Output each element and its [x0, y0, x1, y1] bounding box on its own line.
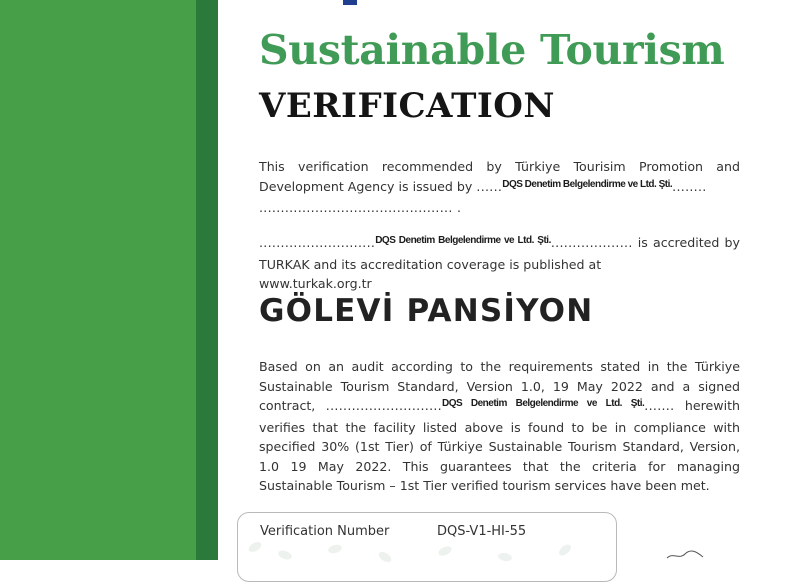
intro-paragraph: [259, 157, 740, 218]
verification-box: [237, 512, 617, 582]
dotted-fill: ............................................. .: [259, 200, 462, 215]
audit-line: Based on an audit according to the requirements stated in the Türkiye: [259, 359, 740, 374]
dotted-fill: ...........................: [325, 398, 442, 413]
facility-name: GÖLEVİ PANSİYON: [259, 293, 594, 329]
audit-line: herewith verifies that: [259, 398, 740, 435]
intro-text: This verification recommended by Türkiye Tourisim Promotion and: [259, 159, 740, 174]
leaf-pattern: [557, 542, 573, 557]
dotted-fill: ........: [672, 178, 707, 194]
verification-number-value: DQS-V1-HI-55: [437, 524, 527, 539]
audit-paragraph: [259, 357, 740, 496]
audit-line: 2022. This guarantees that the criteria for managing Sustainable: [259, 458, 740, 493]
dotted-fill: ......: [476, 178, 503, 194]
issuer-stamp: DQS Denetim Belgelendirme ve Ltd. Şti.: [375, 235, 551, 246]
intro-text-2: Development Agency is issued by: [259, 178, 473, 194]
audit-line: the facility listed above is found to be in compliance with specified 30%: [259, 419, 740, 454]
audit-line: contract,: [259, 398, 316, 413]
certificate-title: Sustainable Tourism: [259, 26, 725, 74]
verification-number-label: Verification Number: [260, 524, 390, 539]
leaf-pattern: [377, 550, 393, 565]
dotted-fill: .......: [644, 398, 675, 413]
left-dark-green-stripe: [196, 0, 218, 560]
left-green-band: [0, 0, 196, 560]
accreditation-paragraph: [259, 233, 740, 294]
leaf-pattern: [247, 540, 263, 554]
issuer-stamp: DQS Denetim Belgelendirme ve Ltd. Şti.: [441, 398, 645, 409]
accreditation-text-2: by TURKAK and its accreditation coverage is published at: [259, 235, 740, 272]
accreditation-text: is accredited: [637, 235, 720, 250]
logo-fragment: [343, 0, 357, 5]
accreditation-website: www.turkak.org.tr: [259, 276, 372, 291]
signature-fragment: [665, 548, 705, 560]
audit-line: Sustainable Tourism Standard, Version 1.0, 19 May 2022 and a signed: [259, 378, 740, 394]
audit-line: Tourism – 1st Tier verified tourism services have been met.: [336, 478, 710, 493]
leaf-pattern: [277, 549, 293, 561]
certificate-subtitle: VERIFICATION: [259, 86, 555, 126]
dotted-fill: ...................: [550, 235, 633, 250]
audit-line: (1st Tier) of Türkiye Sustainable Tourism Standard, Version, 1.0 19 May: [259, 439, 740, 474]
dotted-fill: ...........................: [259, 235, 376, 250]
issuer-stamp: DQS Denetim Belgelendirme ve Ltd. Şti.: [502, 178, 673, 190]
leaf-pattern: [437, 544, 453, 557]
leaf-pattern: [327, 543, 343, 554]
leaf-pattern: [497, 552, 512, 562]
